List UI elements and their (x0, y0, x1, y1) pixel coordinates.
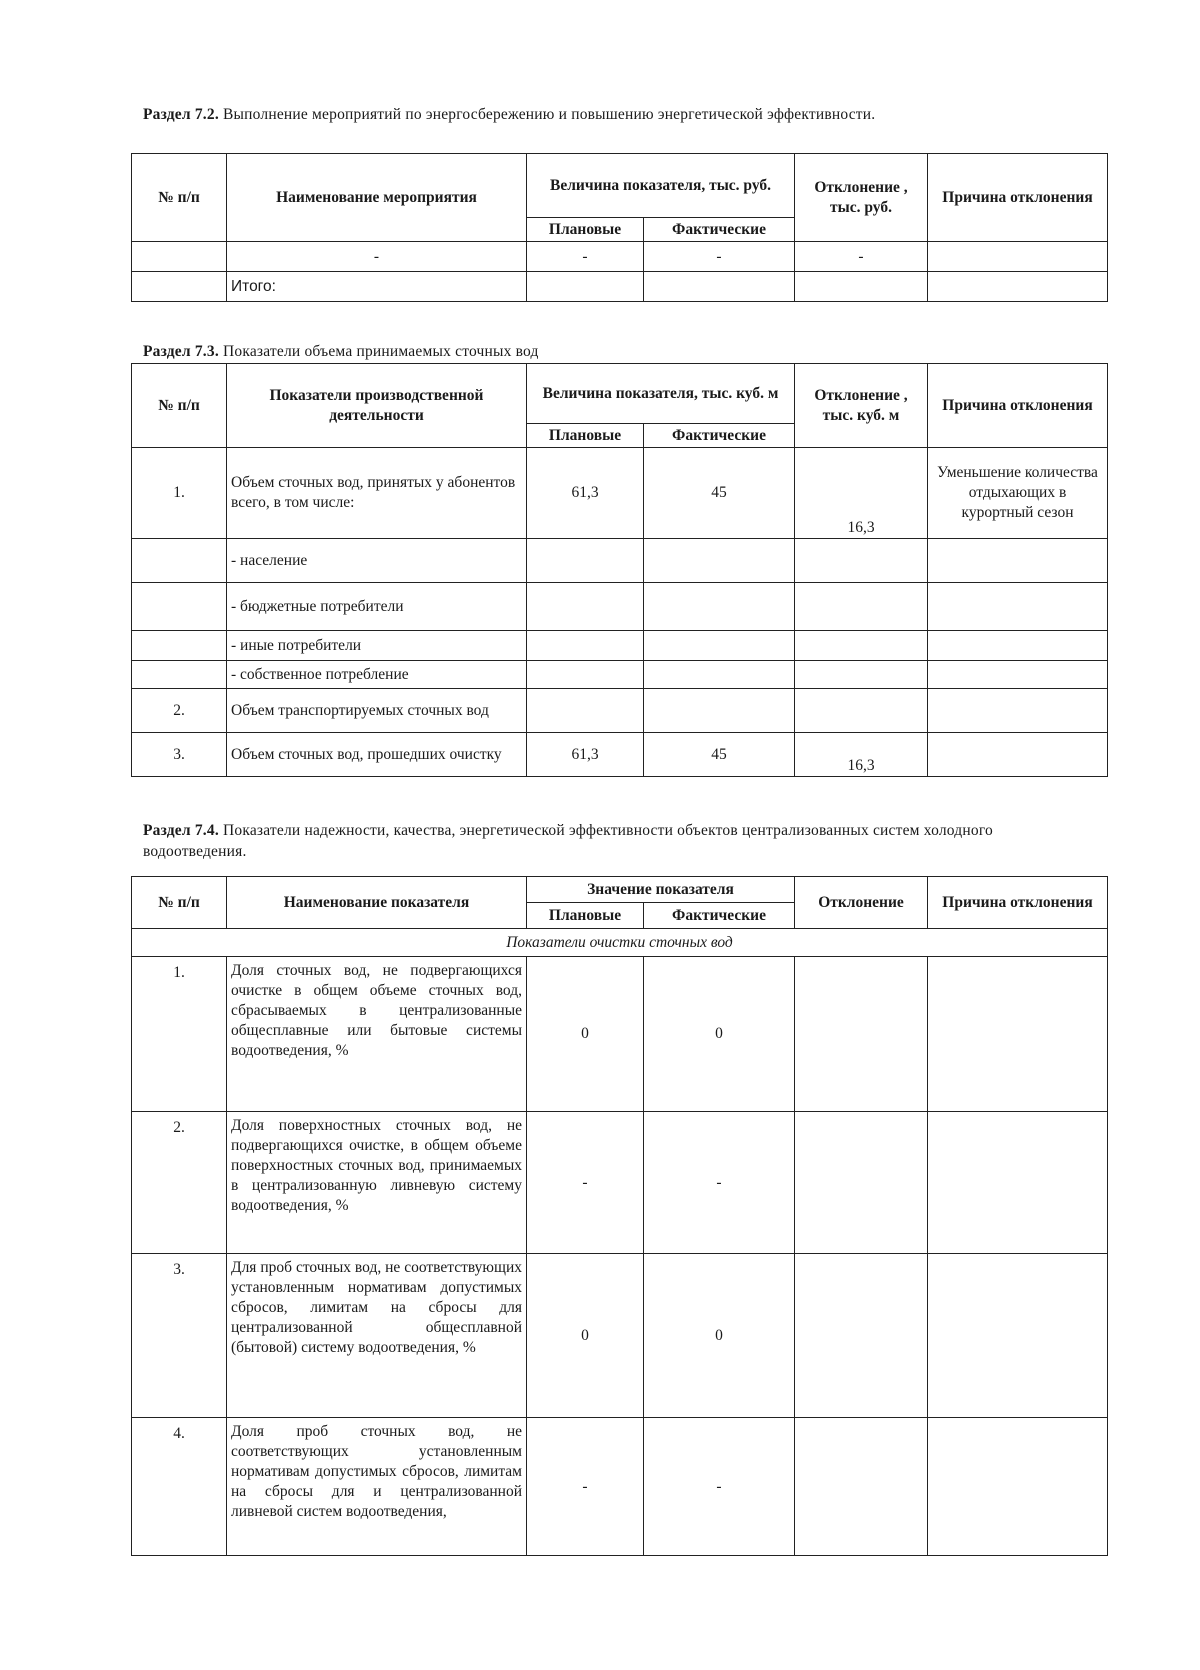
cell-name: Доля поверхностных сточных вод, не подвергающихся очистке, в общем объеме поверхностных сточных вод, принимаемых в централизованную ливневую систему водоотведения, % (227, 1112, 527, 1254)
cell-num (132, 631, 227, 661)
cell-name: - (227, 242, 527, 272)
cell-deviation (795, 1418, 928, 1556)
header-reason: Причина отклонения (928, 877, 1108, 929)
header-value: Величина показателя, тыс. куб. м (527, 364, 795, 424)
cell-name: Доля сточных вод, не подвергающихся очистке в общем объеме сточных вод, сбрасываемых в централизованные общесплавные или бытовые системы водоотведения, % (227, 957, 527, 1112)
cell-reason (928, 733, 1108, 777)
cell-fact (644, 689, 795, 733)
cell-deviation (795, 1112, 928, 1254)
section-7-3-table (131, 363, 1108, 777)
cell-name: Доля проб сточных вод, не соответствующих установленным нормативам допустимых сбросов, лимитам на сбросы для и централизованной ливневой систем водоотведения, (227, 1418, 527, 1556)
cell-name: - иные потребители (227, 631, 527, 661)
cell-deviation (795, 689, 928, 733)
cell-plan (527, 661, 644, 689)
header-num: № п/п (132, 364, 227, 448)
cell-num (132, 539, 227, 583)
table-row (132, 733, 1108, 777)
header-num: № п/п (132, 877, 227, 929)
cell-plan: 61,3 (527, 448, 644, 539)
cell-deviation (795, 272, 928, 302)
cell-num (132, 242, 227, 272)
cell-num: 2. (132, 689, 227, 733)
header-num: № п/п (132, 154, 227, 242)
cell-plan: 0 (527, 957, 644, 1112)
cell-deviation (795, 957, 928, 1112)
table-row (132, 689, 1108, 733)
header-deviation: Отклонение (795, 877, 928, 929)
header-name: Показатели производственной деятельности (227, 364, 527, 448)
header-value: Значение показателя (527, 877, 795, 903)
cell-reason (928, 1254, 1108, 1418)
cell-reason (928, 631, 1108, 661)
cell-plan (527, 272, 644, 302)
cell-name: - население (227, 539, 527, 583)
section-7-2-title-text: Выполнение мероприятий по энергосбережению и повышению энергетической эффективности. (218, 106, 876, 123)
header-fact: Фактические (644, 424, 795, 448)
table-row (132, 448, 1108, 539)
cell-plan: - (527, 1418, 644, 1556)
section-7-3-title (143, 341, 539, 362)
cell-name: Для проб сточных вод, не соответствующих установленным нормативам допустимых сбросов, лимитам на сбросы для централизованной общесплавной (бытовой) систему водоотведения, % (227, 1254, 527, 1418)
cell-deviation (795, 1254, 928, 1418)
section-7-4-table (131, 876, 1108, 1556)
cell-deviation: 16,3 (795, 733, 928, 777)
cell-plan (527, 539, 644, 583)
cell-reason (928, 1112, 1108, 1254)
cell-num (132, 272, 227, 302)
cell-num: 3. (132, 1254, 227, 1418)
table-row (132, 661, 1108, 689)
cell-reason: Уменьшение количества отдыхающих в курортный сезон (928, 448, 1108, 539)
section-7-3-number: Раздел 7.3. (143, 343, 219, 360)
cell-plan (527, 583, 644, 631)
cell-name: - бюджетные потребители (227, 583, 527, 631)
table-row (132, 539, 1108, 583)
cell-plan: 0 (527, 1254, 644, 1418)
cell-reason (928, 689, 1108, 733)
section-7-4-title-text: Показатели надежности, качества, энергетической эффективности объектов централизованных систем холодного водоотведения. (143, 822, 993, 860)
table-row (132, 272, 1108, 302)
section-7-2-table (131, 153, 1108, 302)
header-name: Наименование показателя (227, 877, 527, 929)
header-value: Величина показателя, тыс. руб. (527, 154, 795, 218)
cell-num: 1. (132, 957, 227, 1112)
cell-plan: 61,3 (527, 733, 644, 777)
table-row (132, 1112, 1108, 1254)
cell-plan (527, 689, 644, 733)
cell-reason (928, 583, 1108, 631)
section-7-4-number: Раздел 7.4. (143, 822, 219, 839)
cell-deviation: - (795, 242, 928, 272)
cell-fact (644, 583, 795, 631)
cell-num (132, 661, 227, 689)
cell-reason (928, 957, 1108, 1112)
table-row (132, 1254, 1108, 1418)
cell-num: 2. (132, 1112, 227, 1254)
table-row (132, 583, 1108, 631)
cell-plan: - (527, 242, 644, 272)
section-7-2-title (143, 104, 875, 125)
cell-fact: 45 (644, 733, 795, 777)
cell-reason (928, 272, 1108, 302)
cell-num (132, 583, 227, 631)
cell-reason (928, 1418, 1108, 1556)
cell-deviation (795, 631, 928, 661)
header-plan: Плановые (527, 424, 644, 448)
header-plan: Плановые (527, 903, 644, 929)
table-row (132, 242, 1108, 272)
cell-fact (644, 272, 795, 302)
cell-reason (928, 661, 1108, 689)
cell-fact (644, 661, 795, 689)
header-reason: Причина отклонения (928, 154, 1108, 242)
cell-fact: - (644, 1418, 795, 1556)
cell-num: 3. (132, 733, 227, 777)
section-7-4-title (143, 820, 1093, 862)
cell-deviation (795, 661, 928, 689)
cell-fact: 0 (644, 1254, 795, 1418)
header-deviation: Отклонение , тыс. руб. (795, 154, 928, 242)
cell-fact (644, 539, 795, 583)
table-row (132, 957, 1108, 1112)
cell-reason (928, 242, 1108, 272)
cell-name: Объем сточных вод, прошедших очистку (227, 733, 527, 777)
cell-name: Итого: (227, 272, 527, 302)
cell-fact: 45 (644, 448, 795, 539)
section-7-3-title-text: Показатели объема принимаемых сточных вод (218, 343, 539, 360)
section-7-2-number: Раздел 7.2. (143, 106, 219, 123)
header-name: Наименование мероприятия (227, 154, 527, 242)
cell-fact (644, 631, 795, 661)
table-row (132, 1418, 1108, 1556)
table-row (132, 631, 1108, 661)
cell-fact: 0 (644, 957, 795, 1112)
header-fact: Фактические (644, 218, 795, 242)
header-reason: Причина отклонения (928, 364, 1108, 448)
header-plan: Плановые (527, 218, 644, 242)
cell-deviation: 16,3 (795, 448, 928, 539)
cell-fact: - (644, 242, 795, 272)
cell-name: - собственное потребление (227, 661, 527, 689)
cell-fact: - (644, 1112, 795, 1254)
cell-plan: - (527, 1112, 644, 1254)
cell-name: Объем транспортируемых сточных вод (227, 689, 527, 733)
cell-name: Объем сточных вод, принятых у абонентов всего, в том числе: (227, 448, 527, 539)
cell-num: 1. (132, 448, 227, 539)
header-deviation: Отклонение , тыс. куб. м (795, 364, 928, 448)
header-fact: Фактические (644, 903, 795, 929)
cell-reason (928, 539, 1108, 583)
cell-plan (527, 631, 644, 661)
cell-deviation (795, 539, 928, 583)
group-title: Показатели очистки сточных вод (132, 929, 1108, 957)
cell-deviation (795, 583, 928, 631)
cell-num: 4. (132, 1418, 227, 1556)
